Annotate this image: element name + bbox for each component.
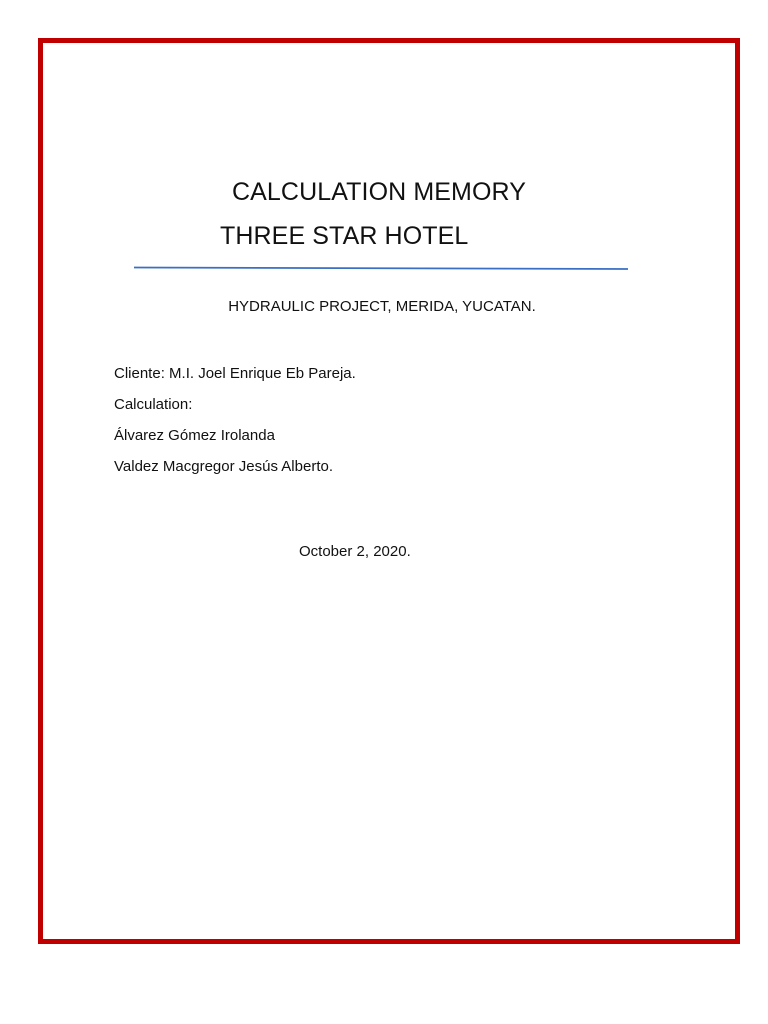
client-line: Cliente: M.I. Joel Enrique Eb Pareja.: [114, 365, 356, 382]
project-subtitle: [0, 298, 768, 315]
document-date: October 2, 2020.: [299, 543, 411, 560]
calculation-label: Calculation:: [114, 396, 193, 413]
document-title-secondary: THREE STAR HOTEL: [220, 222, 469, 250]
credits-block: [114, 358, 356, 482]
document-title: CALCULATION MEMORY: [232, 178, 526, 206]
author-name: Valdez Macgregor Jesús Alberto.: [114, 458, 334, 475]
project-subtitle-text: HYDRAULIC PROJECT, MERIDA, YUCATAN.: [228, 298, 536, 315]
author-name: Álvarez Gómez Irolanda: [114, 427, 275, 444]
title-underline-rule: [134, 264, 628, 272]
page-border-frame: [38, 38, 740, 944]
